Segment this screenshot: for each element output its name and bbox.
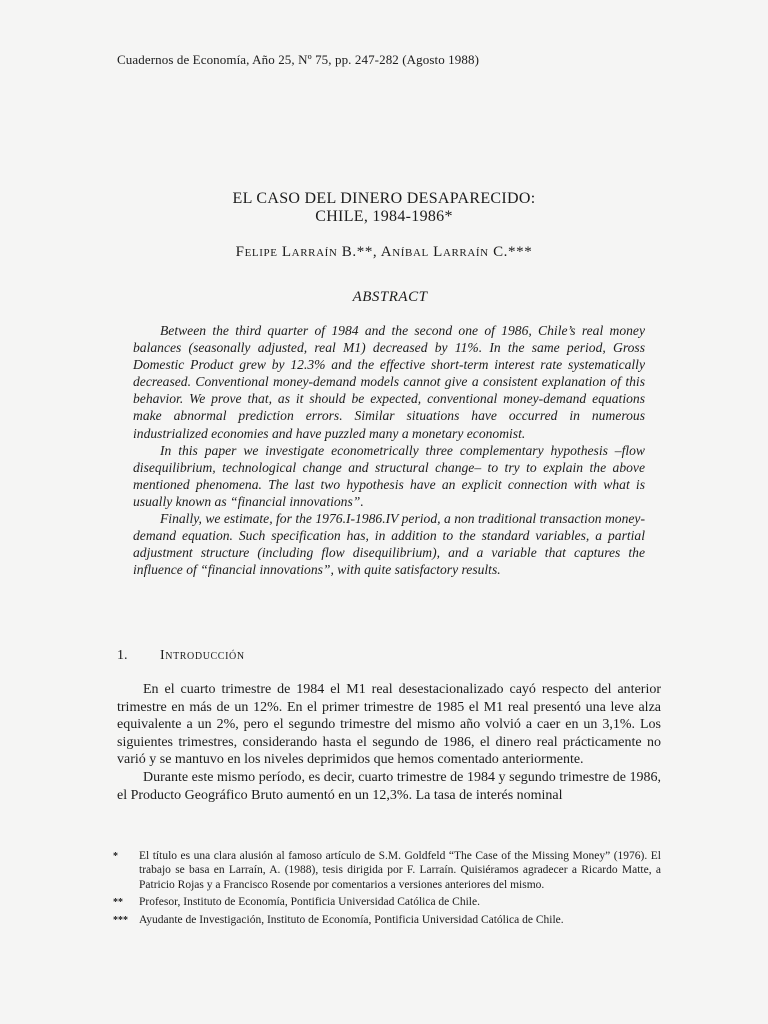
footnote [113,849,661,892]
abstract-paragraph: In this paper we investigate econometrically three complementary hypothesis –flow disequilibrium, technological change and structural change– to try to explain the above mentioned phenomena. The last two hypothesis have an explicit connection with what is usually known as “financial innovations”. [133,442,645,509]
body-paragraph: En el cuarto trimestre de 1984 el M1 real desestacionalizado cayó respecto del anterior trimestre en más de un 12%. En el primer trimestre de 1985 el M1 real presentó una leve alza equivalente a un 2%, pero el segundo trimestre del mismo año volvió a caer en un 3,1%. Los siguientes trimestres, considerando hasta el segundo de 1986, el dinero real prácticamente no varió y se mantuvo en los niveles deprimidos que hemos comentado anteriormente. [117,682,661,768]
body-paragraph: Durante este mismo período, es decir, cuarto trimestre de 1984 y segundo trimestre de 1986, el Producto Geográfico Bruto aumentó en un 12,3%. La tasa de interés nominal [117,769,661,803]
journal-citation: Cuadernos de Economía, Año 25, Nº 75, pp. 247-282 (Agosto 1988) [117,52,480,67]
article-title-line-2: CHILE, 1984-1986* [315,208,453,225]
article-title-line-1: EL CASO DEL DINERO DESAPARECIDO: [232,190,536,207]
footnote [113,895,661,910]
footnote-mark: *** [113,915,128,927]
abstract-paragraph: Between the third quarter of 1984 and the second one of 1986, Chile’s real money balances (seasonally adjusted, real M1) decreased by 11%. In the same period, Gross Domestic Product grew by 12.3% and the effective short-term interest rate systematically decreased. Conventional money-demand models cannot give a consistent explanation of this behavior. We prove that, as it should be expected, conventional money-demand equations make abnormal prediction errors. Similar situations have occurred in numerous industrialized economies and have puzzled many a monetary economist. [133,323,645,441]
section-number: 1. [117,648,128,663]
section-title: Introducción [160,648,245,663]
abstract-body [133,322,645,578]
abstract-heading: ABSTRACT [352,289,428,305]
footnote-text: El título es una clara alusión al famoso artículo de S.M. Goldfeld “The Case of the Missing Money” (1976). El trabajo se basa en Larraín, A. (1988), tesis dirigida por F. Larraín. Quisiéramos agradecer a Ricardo Matte, a Patricio Rojas y a Francisco Rosende por comentarios a versiones anteriores del mismo. [139,850,661,891]
footnote [113,913,661,928]
footnote-text: Profesor, Instituto de Economía, Pontificia Universidad Católica de Chile. [139,895,480,908]
footnote-mark: ** [113,896,123,908]
footnote-text: Ayudante de Investigación, Instituto de Economía, Pontificia Universidad Católica de Chile. [139,914,564,927]
section-heading [117,648,245,664]
article-authors: Felipe Larraín B.**, Aníbal Larraín C.*** [235,244,533,260]
footnote-mark: * [113,851,118,862]
footnotes [113,849,661,931]
section-body [117,681,661,804]
abstract-paragraph: Finally, we estimate, for the 1976.I-1986.IV period, a non traditional transaction money-demand equation. Such specification has, in addition to the standard variables, a partial adjustment structure (including flow disequilibrium), and a variable that captures the influence of “financial innovations”, with quite satisfactory results. [133,511,645,578]
